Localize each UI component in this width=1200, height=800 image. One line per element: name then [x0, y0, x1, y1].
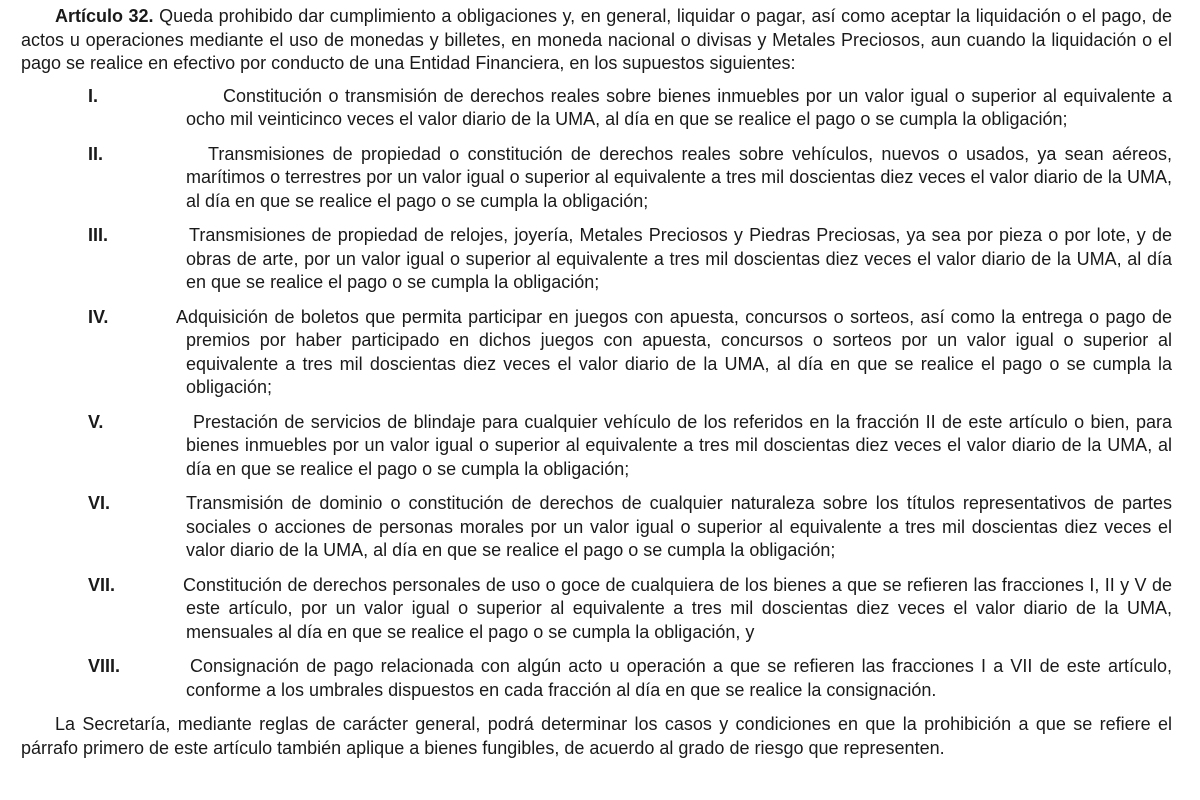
article-title: Artículo 32.: [55, 6, 154, 26]
fraction-text: Prestación de servicios de blindaje para cualquier vehículo de los referidos en la fracción II de este artículo o bien, para bienes inmuebles por un valor igual o superior al equivalente a tres mil doscientas diez veces el valor diario de la UMA, al día en que se realice el pago o se cumpla la obligación;: [186, 411, 1172, 479]
fraction-numeral: VII.: [88, 574, 116, 595]
fraction-text: Consignación de pago relacionada con algún acto u operación a que se refieren las fracciones I a VII de este artículo, conforme a los umbrales dispuestos en cada fracción al día en que se realice la consignación.: [186, 656, 1172, 700]
fraction-text: Transmisiones de propiedad de relojes, joyería, Metales Preciosos y Piedras Preciosas, ya sea por pieza o por lote, y de obras de arte, por un valor igual o superior al equivalente a tres mil doscientas diez veces el valor diario de la UMA, al día en que se realice el pago o se cumpla la obligación;: [186, 225, 1172, 292]
fraction-item: [21, 492, 1172, 563]
fraction-item: [21, 306, 1172, 400]
fraction-text: Transmisión de dominio o constitución de derechos de cualquier naturaleza sobre los títulos representativos de partes sociales o acciones de personas morales por un valor igual o superior al equivalente a tres mil doscientas diez veces el valor diario de la UMA, al día en que se realice el pago o se cumpla la obligación;: [186, 493, 1172, 560]
fraction-numeral: VI.: [88, 493, 111, 513]
fraction-text: Constitución de derechos personales de uso o goce de cualquiera de los bienes a que se refieren las fracciones I, II y V de este artículo, por un valor igual o superior al equivalente a tres mil doscientas diez veces el valor diario de la UMA, mensuales al día en que se realice el pago o se cumpla la obligación, y: [183, 574, 1172, 642]
fraction-item: [21, 574, 1172, 645]
fraction-text: Transmisiones de propiedad o constitución de derechos reales sobre vehículos, nuevos o usados, ya sean aéreos, marítimos o terrestres por un valor igual o superior al equivalente a tres mil doscientas diez veces el valor diario de la UMA, al día en que se realice el pago o se cumpla la obligación;: [186, 143, 1172, 211]
closing-paragraph: La Secretaría, mediante reglas de carácter general, podrá determinar los casos y condiciones en que la prohibición a que se refiere el párrafo primero de este artículo también aplique a bienes fungibles, de acuerdo al grado de riesgo que representen.: [21, 714, 1172, 758]
article-intro-paragraph: [21, 5, 1172, 76]
fraction-text: Adquisición de boletos que permita participar en juegos con apuesta, concursos o sorteos, así como la entrega o pago de premios por haber participado en dichos juegos con apuesta, concursos o sorteos por un valor igual o superior al equivalente a tres mil doscientas diez veces el valor diario de la UMA, al día en que se realice el pago o se cumpla la obligación;: [176, 306, 1172, 397]
fraction-list: [21, 85, 1172, 703]
fraction-numeral: III.: [88, 225, 109, 245]
fraction-text: Constitución o transmisión de derechos reales sobre bienes inmuebles por un valor igual o superior al equivalente a ocho mil veinticinco veces el valor diario de la UMA, al día en que se realice el pago o se cumpla la obligación;: [186, 85, 1172, 129]
fraction-item: [21, 655, 1172, 702]
fraction-numeral: I.: [88, 85, 99, 106]
fraction-numeral: IV.: [88, 306, 109, 327]
fraction-numeral: VIII.: [88, 656, 121, 676]
fraction-item: [21, 411, 1172, 482]
fraction-item: [21, 85, 1172, 132]
fraction-numeral: II.: [88, 143, 104, 164]
fraction-item: [21, 143, 1172, 214]
fraction-item: [21, 224, 1172, 295]
fraction-numeral: V.: [88, 411, 104, 432]
article-intro-text: Queda prohibido dar cumplimiento a obligaciones y, en general, liquidar o pagar, así como aceptar la liquidación o el pago, de actos u operaciones mediante el uso de monedas y billetes, en moneda nacional o divisas y Metales Preciosos, aun cuando la liquidación o el pago se realice en efectivo por conducto de una Entidad Financiera, en los supuestos siguientes:: [21, 6, 1172, 73]
